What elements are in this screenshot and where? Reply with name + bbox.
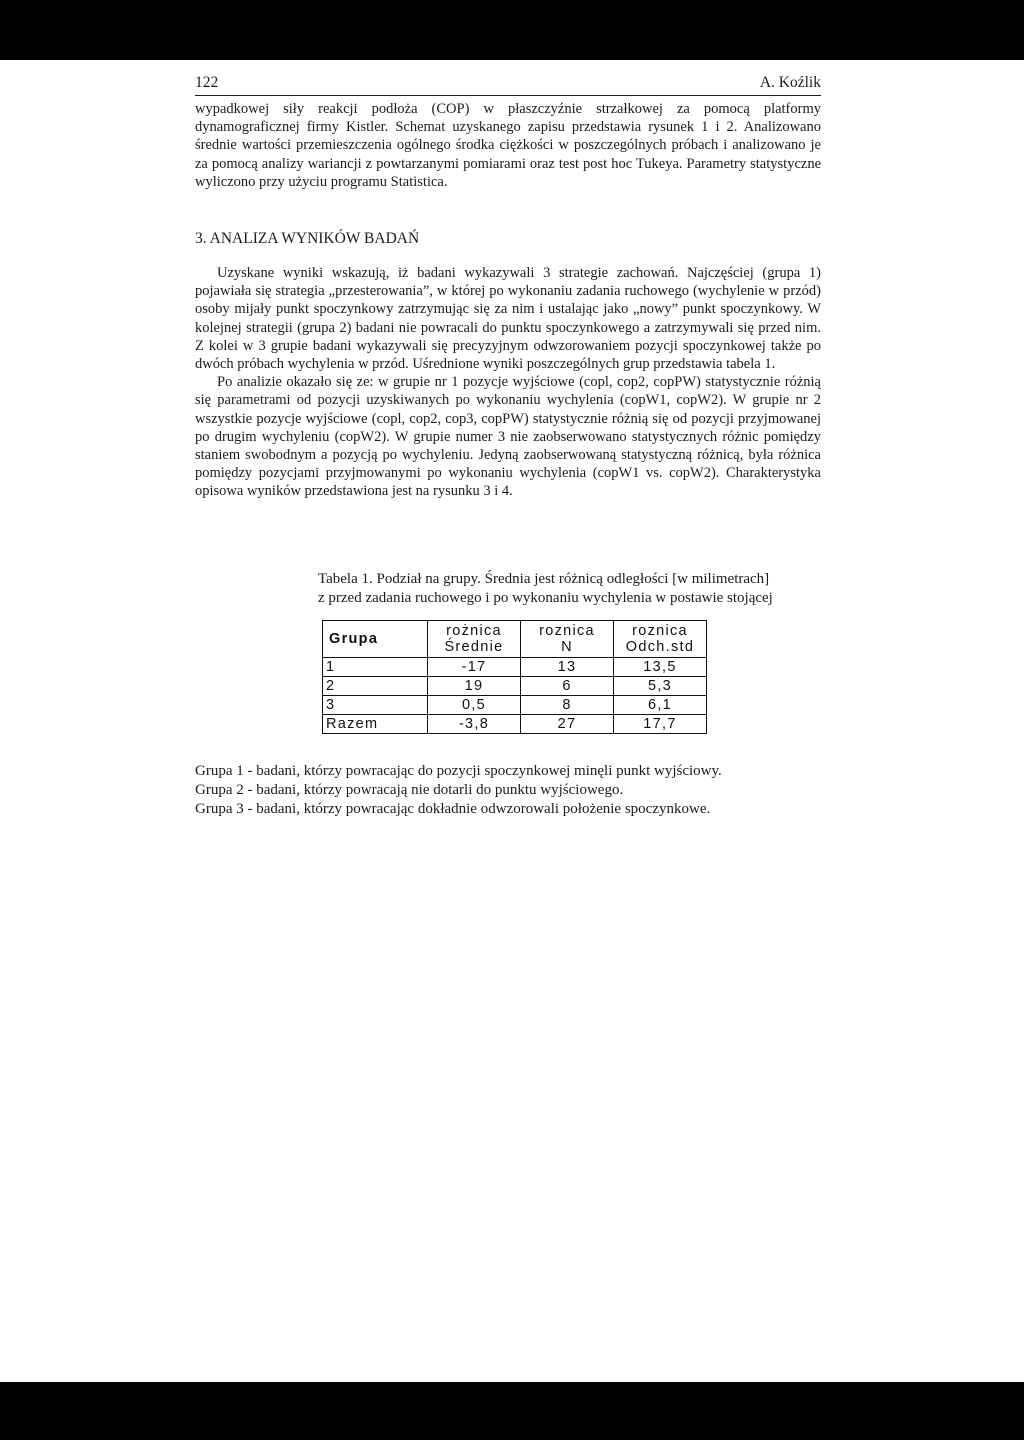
paragraph-results <box>195 264 821 501</box>
cell-grupa: 2 <box>323 677 428 696</box>
groups-table <box>322 620 707 734</box>
paragraph-results-text: Uzyskane wyniki wskazują, iż badani wykazywali 3 strategie zachowań. Najczęściej (grupa 1) pojawiała się strategia „przesterowania”, w której po wykonaniu zadania ruchowego (wychylenie w przód) osoby mijały punkt spoczynkowy zatrzymując się za nim i ustalając jako „nowy” punkt spoczynkowy. W kolejnej strategii (grupa 2) badani nie powracali do punktu spoczynkowego a zatrzymywali się przed nim. Z kolei w 3 grupie badani wykazywali się precyzyjnym odwzorowaniem pozycji spoczynkowej także po dwóch próbach wychylenia w przód. Uśrednione wyniki poszczególnych grup przedstawia tabela 1. <box>195 265 821 373</box>
table-row <box>323 696 707 715</box>
cell-odch: 5,3 <box>614 677 707 696</box>
cell-srednie: 19 <box>428 677 521 696</box>
cell-odch: 6,1 <box>614 696 707 715</box>
cell-odch: 17,7 <box>614 715 707 734</box>
cell-srednie: -17 <box>428 658 521 677</box>
header-srednie <box>428 621 521 658</box>
cell-n: 13 <box>521 658 614 677</box>
cell-grupa: 3 <box>323 696 428 715</box>
note-group-1: Grupa 1 - badani, którzy powracając do pozycji spoczynkowej minęli punkt wyjściowy. <box>195 763 722 779</box>
group-notes <box>195 762 835 819</box>
header-n <box>521 621 614 658</box>
cell-srednie: -3,8 <box>428 715 521 734</box>
header-odch <box>614 621 707 658</box>
table-caption <box>318 570 820 607</box>
cell-n: 6 <box>521 677 614 696</box>
author-name: A. Koźlik <box>759 74 821 91</box>
table-row-total <box>323 715 707 734</box>
cell-grupa: Razem <box>323 715 428 734</box>
header-n-bottom: N <box>561 639 573 655</box>
header-odch-bottom: Odch.std <box>625 639 695 655</box>
header-grupa: Grupa <box>323 621 428 658</box>
cell-grupa: 1 <box>323 658 428 677</box>
table-caption-line2: z przed zadania ruchowego i po wykonaniu wychylenia w postawie stojącej <box>318 589 773 606</box>
paragraph-analysis-text: Po analizie okazało się ze: w grupie nr 1 pozycje wyjściowe (copl, cop2, copPW) statystycznie różnią się parametrami od pozycji uzyskiwanych po wykonaniu wychylenia (copW1, copW2). W grupie nr 2 wszystkie pozycje wyjściowe (copl, cop2, cop3, copPW) statystycznie różnią się od pozycji przyjmowanej po drugim wychyleniu (copW2). W grupie numer 3 nie zaobserwowano statystycznych różnic pomiędzy staniem swobodnym a pozycją po wychyleniu. Jedyną zaobserwowaną statystyczną różnicą, była różnica pomiędzy pozycjami przyjmowanymi po wykonaniu wychylenia (copW1 vs. copW2). Charakterystyka opisowa wyników przedstawiona jest na rysunku 3 i 4. <box>195 374 821 500</box>
paragraph-methods: wypadkowej siły reakcji podłoża (COP) w płaszczyźnie strzałkowej za pomocą platformy dynamograficznej firmy Kistler. Schemat uzyskanego zapisu przedstawia rysunek 1 i 2. Analizowano średnie wartości przemieszczenia ogólnego środka ciężkości w poszczególnych próbach i analizowano je za pomocą analizy wariancji z powtarzanymi pomiarami oraz test post hoc Tukeya. Parametry statystyczne wyliczono przy użyciu programu Statistica. <box>195 101 821 190</box>
section-heading: 3. ANALIZA WYNIKÓW BADAŃ <box>195 230 420 247</box>
header-srednie-top: rożnica <box>446 623 502 639</box>
cell-srednie: 0,5 <box>428 696 521 715</box>
running-header <box>195 74 821 96</box>
table-caption-line1: Tabela 1. Podział na grupy. Średnia jest różnicą odległości [w milimetrach] <box>318 571 770 587</box>
header-srednie-bottom: Średnie <box>444 639 504 655</box>
cell-n: 27 <box>521 715 614 734</box>
header-n-top: roznica <box>539 623 595 639</box>
header-odch-top: roznica <box>632 623 688 639</box>
note-group-2: Grupa 2 - badani, którzy powracają nie dotarli do punktu wyjściowego. <box>195 782 624 798</box>
note-group-3: Grupa 3 - badani, którzy powracając dokładnie odwzorowali położenie spoczynkowe. <box>195 801 711 817</box>
cell-n: 8 <box>521 696 614 715</box>
table-header-row <box>323 621 707 658</box>
page-number: 122 <box>195 74 219 91</box>
table-row <box>323 677 707 696</box>
table-row <box>323 658 707 677</box>
cell-odch: 13,5 <box>614 658 707 677</box>
